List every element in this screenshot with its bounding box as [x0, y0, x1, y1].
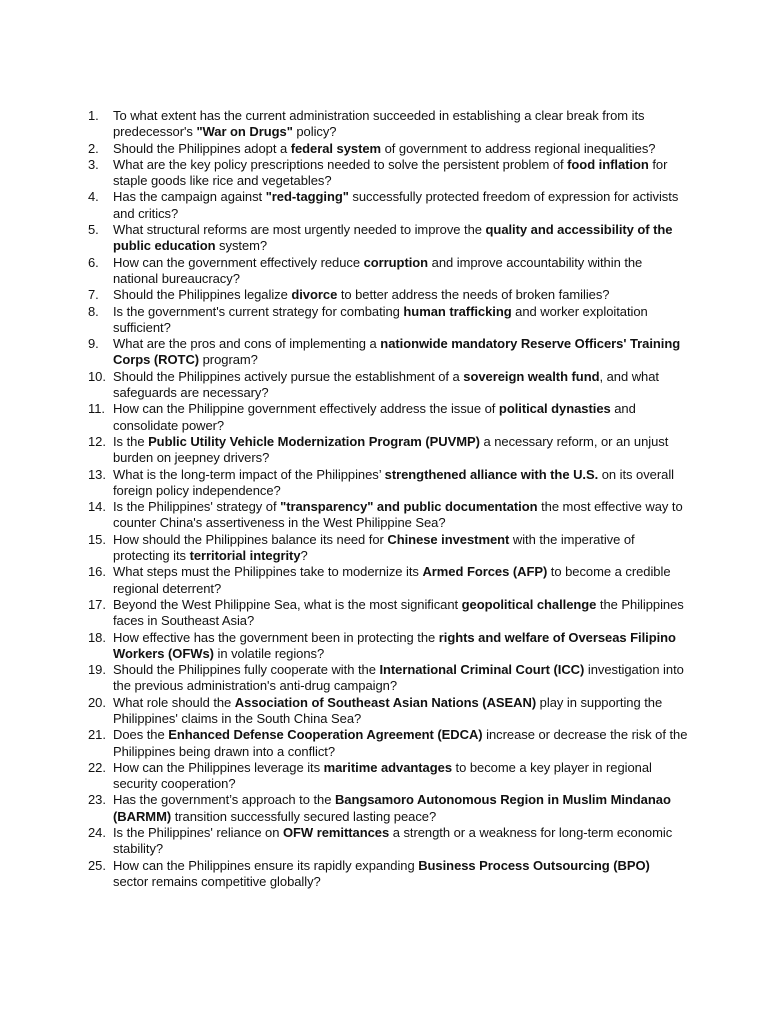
question-number: 14.	[88, 499, 106, 515]
question-text	[113, 695, 662, 726]
question-number: 17.	[88, 596, 106, 612]
question-item	[88, 189, 688, 222]
question-text-segment: What are the key policy prescriptions needed to solve the persistent problem of	[113, 156, 568, 172]
question-text-segment: transition successfully secured lasting peace?	[171, 808, 437, 824]
question-keyword: International Criminal Court (ICC)	[379, 662, 585, 678]
question-text-segment: ?	[300, 548, 308, 564]
question-item	[88, 287, 688, 303]
question-text	[113, 564, 671, 595]
question-text-segment: Should the Philippines adopt a	[113, 140, 291, 156]
question-text-segment: a strength or a weakness for long-term economic stability?	[113, 825, 673, 857]
question-item	[88, 858, 688, 891]
question-item	[88, 255, 688, 288]
question-text-segment: to become a key player in regional security cooperation?	[113, 759, 652, 792]
question-item	[88, 532, 688, 565]
question-text	[113, 630, 676, 661]
question-text	[113, 304, 648, 335]
question-text-segment: What is the long-term impact of the Philippines’	[113, 466, 385, 482]
question-text-segment: investigation into the previous administration's anti-drug campaign?	[113, 662, 684, 694]
question-keyword: nationwide mandatory Reserve Officers' Training Corps (ROTC)	[113, 336, 681, 368]
question-text-segment: system?	[215, 238, 268, 254]
question-keyword: Association of Southeast Asian Nations (ASEAN)	[234, 694, 537, 710]
question-keyword: Armed Forces (AFP)	[422, 564, 548, 580]
question-text	[113, 858, 650, 889]
question-text	[113, 141, 655, 156]
question-text-segment: the most effective way to counter China's assertiveness in the West Philippine Sea?	[113, 499, 683, 531]
question-list	[88, 108, 688, 890]
question-keyword: Public Utility Vehicle Modernization Program (PUVMP)	[148, 433, 480, 449]
question-number: 25.	[88, 857, 106, 873]
question-text-segment: Is the Philippines' reliance on	[113, 825, 283, 841]
question-keyword: food inflation	[567, 156, 649, 172]
question-text-segment: the Philippines faces in Southeast Asia?	[113, 596, 684, 629]
question-text-segment: Is the	[113, 433, 149, 449]
question-text-segment: How should the Philippines balance its need for	[113, 531, 388, 547]
question-text	[113, 189, 678, 220]
question-keyword: human trafficking	[403, 303, 512, 319]
question-text-segment: How can the Philippines ensure its rapidly expanding	[113, 857, 419, 873]
question-item	[88, 662, 688, 695]
question-text	[113, 108, 644, 139]
question-text-segment: on its overall foreign policy independence?	[113, 466, 674, 498]
question-text	[113, 287, 609, 302]
question-text-segment: How can the government effectively reduce	[113, 254, 364, 270]
question-item	[88, 727, 688, 760]
question-number: 6.	[88, 254, 99, 270]
question-keyword: divorce	[291, 287, 338, 303]
question-item	[88, 222, 688, 255]
question-text-segment: How can the Philippine government effectively address the issue of	[113, 401, 499, 417]
question-text-segment: How effective has the government been in protecting the	[113, 629, 439, 645]
question-number: 7.	[88, 287, 99, 303]
question-text-segment: How can the Philippines leverage its	[113, 759, 324, 775]
question-keyword: federal system	[290, 140, 382, 156]
question-number: 11.	[88, 401, 105, 417]
question-number: 13.	[88, 466, 106, 482]
question-keyword: Business Process Outsourcing (BPO)	[418, 857, 650, 873]
question-text-segment: Should the Philippines actively pursue the establishment of a	[113, 368, 464, 384]
question-item	[88, 760, 688, 793]
question-item	[88, 141, 688, 157]
question-number: 10.	[88, 368, 106, 384]
question-text-segment: Is the government's current strategy for combating	[113, 303, 404, 319]
question-item	[88, 695, 688, 728]
question-text-segment: Does the	[113, 727, 169, 743]
question-item	[88, 108, 688, 141]
question-number: 16.	[88, 564, 106, 580]
question-item	[88, 304, 688, 337]
question-number: 20.	[88, 694, 106, 710]
question-text-segment: in volatile regions?	[213, 645, 325, 661]
question-text-segment: policy?	[292, 124, 337, 140]
question-keyword: "War on Drugs"	[196, 124, 293, 140]
question-keyword: quality and accessibility of the public education	[113, 222, 673, 254]
question-keyword: OFW remittances	[282, 825, 390, 841]
question-number: 19.	[88, 662, 106, 678]
question-item	[88, 597, 688, 630]
question-keyword: "red-tagging"	[265, 189, 349, 205]
question-text	[113, 434, 668, 465]
question-number: 15.	[88, 531, 106, 547]
question-keyword: geopolitical challenge	[461, 596, 597, 612]
question-text	[113, 792, 671, 823]
question-number: 3.	[88, 156, 99, 172]
question-keyword: rights and welfare of Overseas Filipino Workers (OFWs)	[113, 629, 676, 661]
question-item	[88, 434, 688, 467]
question-text	[113, 157, 667, 188]
question-text	[113, 727, 687, 758]
question-number: 8.	[88, 303, 99, 319]
question-text	[113, 499, 683, 530]
question-text-segment: To what extent has the current administration succeeded in establishing a clear break from its predecessor's	[113, 108, 645, 140]
question-text	[113, 532, 635, 563]
question-number: 9.	[88, 336, 99, 352]
question-text-segment: to become a credible regional deterrent?	[113, 564, 671, 596]
question-text	[113, 336, 680, 367]
question-text	[113, 760, 652, 791]
question-text	[113, 222, 672, 253]
question-item	[88, 564, 688, 597]
question-keyword: Enhanced Defense Cooperation Agreement (EDCA)	[168, 727, 483, 743]
question-item	[88, 157, 688, 190]
question-text-segment: for staple goods like rice and vegetables?	[113, 156, 668, 189]
question-number: 1.	[88, 108, 99, 123]
question-item	[88, 369, 688, 402]
question-text-segment: What structural reforms are most urgently needed to improve the	[113, 222, 486, 238]
question-text-segment: successfully protected freedom of expression for activists and critics?	[113, 189, 679, 221]
question-keyword: Chinese investment	[387, 531, 510, 547]
question-text	[113, 467, 674, 498]
question-number: 12.	[88, 433, 106, 449]
question-text-segment: Should the Philippines fully cooperate with the	[113, 662, 380, 678]
question-text-segment: of government to address regional inequalities?	[381, 140, 656, 156]
question-number: 4.	[88, 189, 99, 205]
question-text-segment: sector remains competitive globally?	[113, 873, 321, 889]
question-text-segment: Has the government’s approach to the	[113, 792, 335, 808]
question-keyword: sovereign wealth fund	[463, 368, 600, 384]
question-number: 24.	[88, 825, 106, 841]
question-text-segment: Should the Philippines legalize	[113, 287, 292, 303]
question-text-segment: to better address the needs of broken families?	[337, 287, 610, 303]
question-number: 21.	[88, 727, 106, 743]
question-text-segment: and consolidate power?	[113, 401, 636, 433]
question-item	[88, 401, 688, 434]
question-item	[88, 499, 688, 532]
question-text-segment: and improve accountability within the national bureaucracy?	[113, 254, 643, 286]
question-text	[113, 401, 636, 432]
question-text-segment: increase or decrease the risk of the Philippines being drawn into a conflict?	[113, 727, 688, 759]
question-text	[113, 662, 684, 693]
question-text	[113, 369, 659, 400]
question-item	[88, 336, 688, 369]
question-keyword: political dynasties	[498, 401, 611, 417]
question-text	[113, 255, 642, 286]
question-text-segment: , and what safeguards are necessary?	[113, 368, 659, 401]
question-item	[88, 825, 688, 858]
question-number: 18.	[88, 629, 106, 645]
question-text	[113, 825, 672, 856]
question-keyword: territorial integrity	[189, 548, 301, 564]
question-text-segment: Is the Philippines' strategy of	[113, 499, 281, 515]
question-keyword: "transparency" and public documentation	[280, 499, 538, 515]
question-text-segment: Has the campaign against	[113, 189, 266, 205]
question-text-segment: What are the pros and cons of implementing a	[113, 336, 381, 352]
question-number: 5.	[88, 222, 99, 238]
question-number: 22.	[88, 759, 106, 775]
question-text-segment: play in supporting the Philippines' claims in the South China Sea?	[113, 694, 663, 726]
question-keyword: strengthened alliance with the U.S.	[384, 466, 599, 482]
question-item	[88, 467, 688, 500]
question-text-segment: What steps must the Philippines take to modernize its	[113, 564, 423, 580]
question-item	[88, 630, 688, 663]
question-text-segment: Beyond the West Philippine Sea, what is the most significant	[113, 596, 462, 612]
question-keyword: corruption	[363, 254, 429, 270]
question-text-segment: with the imperative of protecting its	[113, 531, 635, 564]
question-text-segment: and worker exploitation sufficient?	[113, 303, 648, 335]
question-keyword: Bangsamoro Autonomous Region in Muslim Mindanao (BARMM)	[113, 792, 671, 824]
question-text-segment: program?	[199, 352, 258, 368]
question-text	[113, 597, 684, 628]
question-number: 2.	[88, 140, 99, 156]
question-number: 23.	[88, 792, 106, 808]
question-text-segment: What role should the	[113, 694, 235, 710]
question-text-segment: a necessary reform, or an unjust burden on jeepney drivers?	[113, 433, 669, 466]
question-keyword: maritime advantages	[323, 759, 452, 775]
question-item	[88, 792, 688, 825]
